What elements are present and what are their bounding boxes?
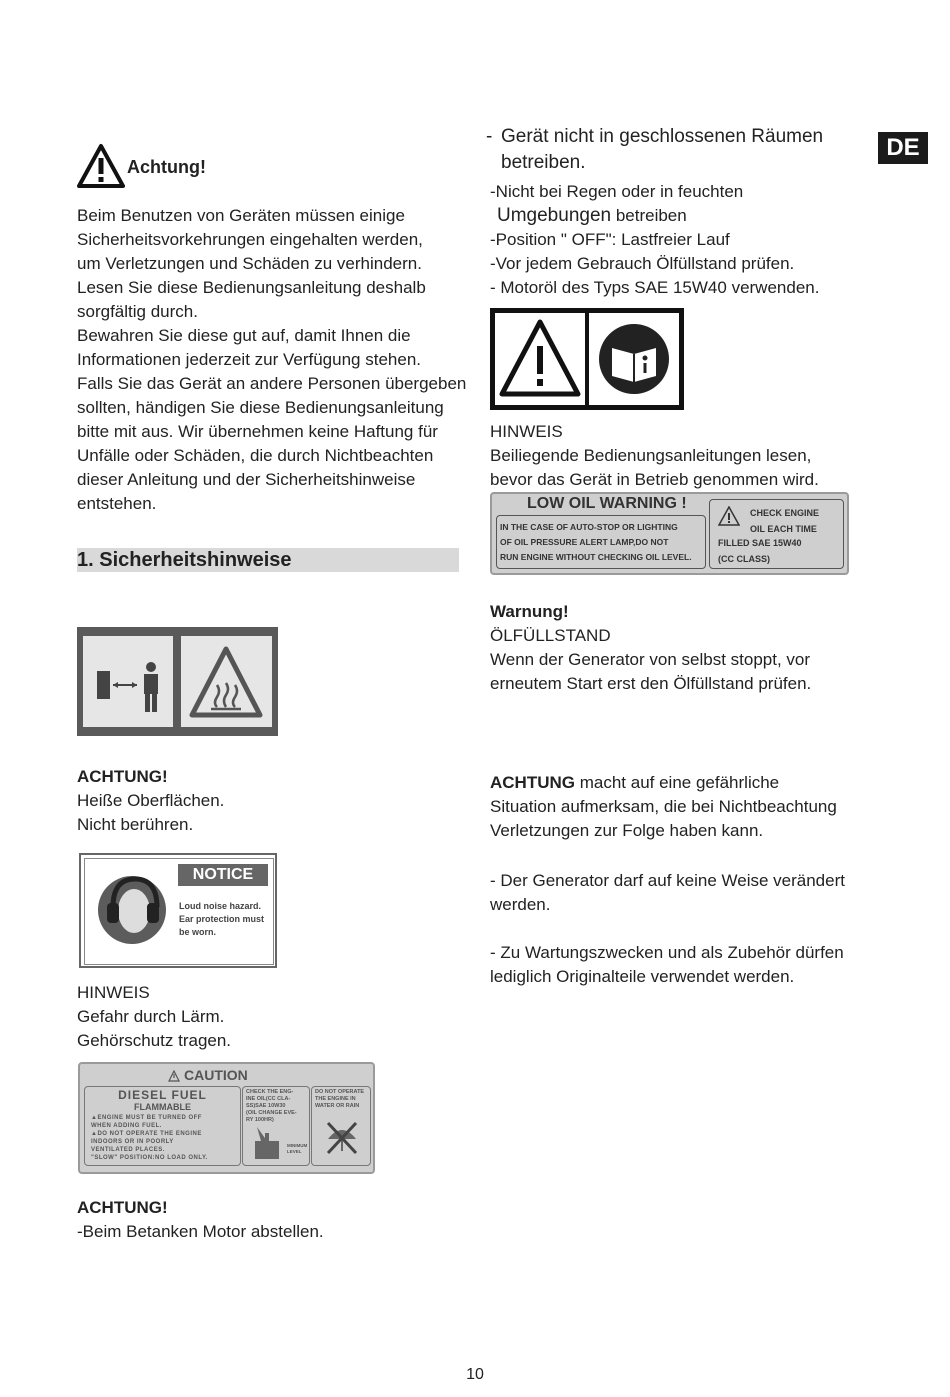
engine-warning-icon xyxy=(718,506,740,526)
modification-text xyxy=(490,869,845,917)
warning-triangle-icon xyxy=(77,143,127,189)
rain-line: DO NOT OPERATE xyxy=(315,1089,365,1095)
noise-heading: HINWEIS xyxy=(77,983,150,1002)
caution-triangle-icon xyxy=(168,1069,180,1081)
hint-line: bevor das Gerät in Betrieb genommen wird. xyxy=(490,470,819,489)
notice-line: be worn. xyxy=(179,927,217,937)
low-oil-line: RUN ENGINE WITHOUT CHECKING OIL LEVEL. xyxy=(500,552,692,562)
modification-line: - Der Generator darf auf keine Weise verändert xyxy=(490,871,845,890)
low-oil-line: OF OIL PRESSURE ALERT LAMP,DO NOT xyxy=(500,537,669,547)
notice-line: Loud noise hazard. xyxy=(179,901,262,911)
bullet-position-off: -Position " OFF": Lastfreier Lauf xyxy=(490,230,730,249)
hint-line: Beiliegende Bedienungsanleitungen lesen, xyxy=(490,446,812,465)
oil-can-icon xyxy=(251,1125,285,1161)
intro-line: Informationen jederzeit zur Verfügung stehen. xyxy=(77,350,421,369)
warn-heading: Warnung! xyxy=(490,602,569,621)
intro-line: sollten, händigen Sie diese Bedienungsanleitung xyxy=(77,398,444,417)
minimum-level: MINIMUM LEVEL xyxy=(287,1143,308,1154)
language-tab: DE xyxy=(878,132,928,164)
oil-filled: FILLED SAE 15W40 xyxy=(718,538,802,548)
bullet-word: Umgebungen xyxy=(497,205,612,226)
intro-line: Beim Benutzen von Geräten müssen einige xyxy=(77,206,405,225)
caution-title: CAUTION xyxy=(184,1067,248,1083)
warning-heading: Achtung! xyxy=(127,157,206,177)
bullet-oil-check: -Vor jedem Gebrauch Ölfüllstand prüfen. xyxy=(490,254,795,273)
noise-line: Gefahr durch Lärm. xyxy=(77,1007,225,1026)
fuel-line: VENTILATED PLACES. xyxy=(91,1147,165,1153)
intro-line: Sicherheitsvorkehrungen eingehalten werden, xyxy=(77,230,423,249)
no-rain-icon xyxy=(322,1117,362,1157)
notice-label xyxy=(79,853,277,968)
bullet-line: betreiben. xyxy=(501,152,586,173)
hot-line: Nicht berühren. xyxy=(77,815,194,834)
fuel-line: INDOORS OR IN POORLY xyxy=(91,1139,174,1145)
hot-heading: ACHTUNG! xyxy=(77,767,168,786)
warn-subheading: ÖLFÜLLSTAND xyxy=(490,626,611,645)
achtung-paragraph xyxy=(490,771,837,843)
modification-line: werden. xyxy=(490,895,551,914)
intro-line: Bewahren Sie diese gut auf, damit Ihnen die xyxy=(77,326,411,345)
hot-surface-label xyxy=(77,627,278,736)
read-manual-label xyxy=(490,308,684,410)
check-line: RY 100HR) xyxy=(246,1117,274,1123)
fuel-line: "SLOW" POSITION:NO LOAD ONLY. xyxy=(91,1155,208,1161)
intro-line: Lesen Sie diese Bedienungsanleitung deshalb xyxy=(77,278,426,297)
achtung-keyword: ACHTUNG xyxy=(490,773,575,792)
check-line: (OIL CHANGE EVE- xyxy=(246,1110,297,1116)
page-number: 10 xyxy=(466,1366,484,1383)
rain-line: WATER OR RAIN xyxy=(315,1103,360,1109)
bullet-line: -Nicht bei Regen oder in feuchten xyxy=(490,182,744,201)
hot-text xyxy=(77,789,224,837)
parts-line: lediglich Originalteile verwendet werden. xyxy=(490,967,795,986)
fuel-title: DIESEL FUEL xyxy=(118,1088,207,1102)
check-line: CHECK THE ENG- xyxy=(246,1089,294,1095)
check-engine-line: OIL EACH TIME xyxy=(750,524,817,534)
fuel-line: ▲ENGINE MUST BE TURNED OFF xyxy=(91,1115,202,1121)
warn-line: Wenn der Generator von selbst stoppt, vor xyxy=(490,650,811,669)
notice-title: NOTICE xyxy=(178,864,268,886)
oil-class: (CC CLASS) xyxy=(718,554,770,564)
low-oil-line: IN THE CASE OF AUTO-STOP OR LIGHTING xyxy=(500,522,678,532)
check-line: SS)SAE 10W30 xyxy=(246,1103,286,1109)
intro-line: Unfälle oder Schäden, die durch Nichtbeachten xyxy=(77,446,434,465)
intro-line: bitte mit aus. Wir übernehmen keine Haftung für xyxy=(77,422,438,441)
achtung-line: Situation aufmerksam, die bei Nichtbeachtung xyxy=(490,797,837,816)
ear-protection-icon xyxy=(97,869,167,951)
low-oil-title: LOW OIL WARNING ! xyxy=(527,495,687,512)
low-oil-label xyxy=(490,492,849,575)
bullet-word: betreiben xyxy=(611,206,687,225)
achtung-line: Verletzungen zur Folge haben kann. xyxy=(490,821,764,840)
intro-line: sorgfältig durch. xyxy=(77,302,198,321)
check-line: INE OIL(CC CLA- xyxy=(246,1096,291,1102)
notice-line: Ear protection must xyxy=(179,914,265,924)
intro-line: um Verletzungen und Schäden zu verhindern. xyxy=(77,254,422,273)
dash-marker: - xyxy=(486,126,493,147)
noise-text xyxy=(77,1005,231,1053)
achtung-rest: macht auf eine gefährliche xyxy=(575,773,780,792)
warn-line: erneutem Start erst den Ölfüllstand prüfen. xyxy=(490,674,812,693)
fuel-line: ▲DO NOT OPERATE THE ENGINE xyxy=(91,1131,202,1137)
intro-paragraph xyxy=(77,204,467,516)
fuel-subtitle: FLAMMABLE xyxy=(134,1102,191,1112)
noise-line: Gehörschutz tragen. xyxy=(77,1031,232,1050)
hint-text xyxy=(490,444,819,492)
intro-line: Falls Sie das Gerät an andere Personen übergeben xyxy=(77,374,467,393)
fuel-heading: ACHTUNG! xyxy=(77,1198,168,1217)
hint-heading: HINWEIS xyxy=(490,422,563,441)
bullet-closed-rooms xyxy=(486,124,823,176)
section-title: 1. Sicherheitshinweise xyxy=(77,548,459,572)
intro-line: dieser Anleitung und der Sicherheitshinweise xyxy=(77,470,416,489)
parts-text xyxy=(490,941,844,989)
bullet-oil-type: - Motoröl des Typs SAE 15W40 verwenden. xyxy=(490,278,820,297)
bullet-rain xyxy=(490,180,743,228)
check-engine-line: CHECK ENGINE xyxy=(750,508,820,518)
warn-text xyxy=(490,648,811,696)
rain-line: THE ENGINE IN xyxy=(315,1096,356,1102)
intro-line: entstehen. xyxy=(77,494,157,513)
hot-line: Heiße Oberflächen. xyxy=(77,791,225,810)
bullet-line: Gerät nicht in geschlossenen Räumen xyxy=(501,126,824,147)
parts-line: - Zu Wartungszwecken und als Zubehör dürfen xyxy=(490,943,844,962)
fuel-text: -Beim Betanken Motor abstellen. xyxy=(77,1222,324,1241)
fuel-line: WHEN ADDING FUEL. xyxy=(91,1123,162,1129)
caution-label xyxy=(78,1062,375,1174)
